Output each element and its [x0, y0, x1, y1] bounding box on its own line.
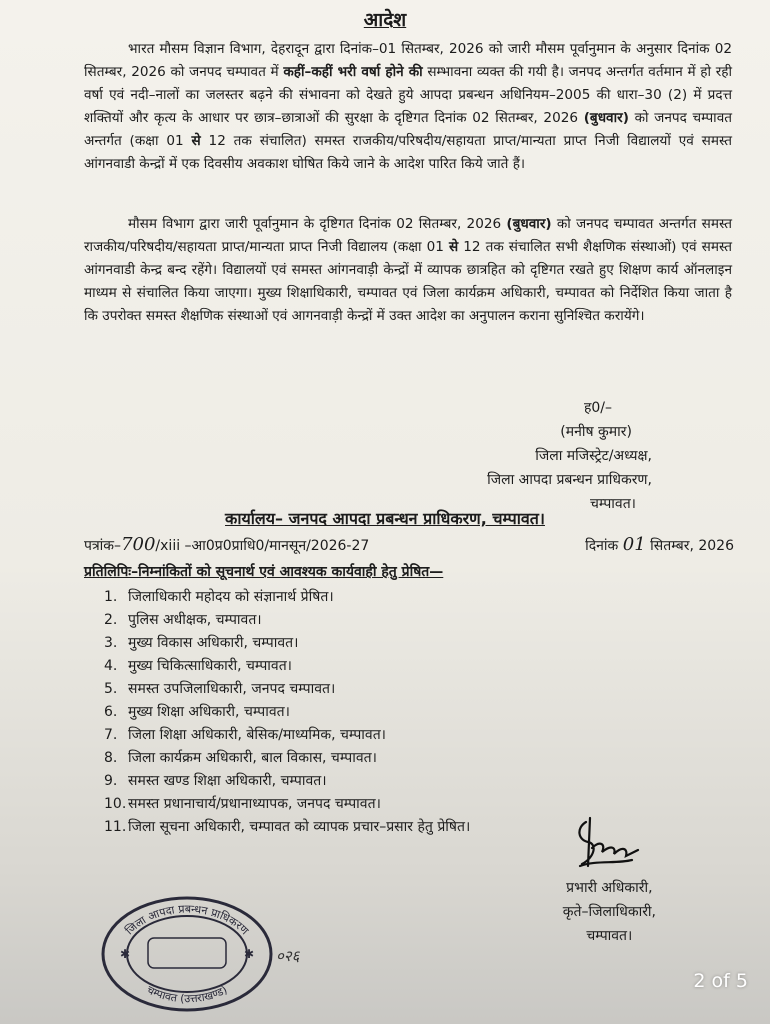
copy-to-item-text: मुख्य शिक्षा अधिकारी, चम्पावत।: [128, 704, 290, 720]
letter-number-label: पत्रांक–: [84, 538, 122, 554]
text-run: (बुधवार): [583, 110, 629, 126]
officer-place: चम्पावत।: [586, 928, 633, 944]
reference-line: [84, 534, 734, 557]
seal-mark: ०२६: [276, 947, 300, 965]
svg-text:✱: ✱: [120, 947, 131, 961]
text-run: सम्भावना व्यक्त की गयी है। जनपद अन्तर्गत वर्तमान में हो रही वर्षा एवं नदी–नालों का जलस्तर बढ़ने की संभावना को देखते हुये आपदा प्रबन्धन अधिनियम–2005 की धारा–30 (2) में प्रदत्त शक्तियों और कृत्य के आधार पर छात्र–छात्राओं की सुरक्षा के दृष्टिगत दिनांक 02 सितम्बर, 2026: [84, 64, 733, 126]
copy-to-item-number: 4.: [104, 658, 118, 674]
page-indicator: 2 of 5: [693, 970, 748, 992]
letter-number: [84, 534, 369, 557]
copy-to-item-number: 11.: [104, 819, 127, 835]
signatory-authority: जिला आपदा प्रबन्धन प्राधिकरण,: [487, 472, 652, 488]
copy-to-item: [104, 793, 470, 816]
order-paragraph-2: [84, 213, 732, 328]
copy-to-item-text: जिला सूचना अधिकारी, चम्पावत को व्यापक प्रचार–प्रसार हेतु प्रेषित।: [128, 819, 471, 835]
copy-to-item-text: जिला कार्यक्रम अधिकारी, बाल विकास, चम्पावत।: [128, 750, 377, 766]
signatory-place: चम्पावत।: [589, 496, 636, 512]
order-title: आदेश: [363, 9, 407, 31]
signatory-designation: जिला मजिस्ट्रेट/अध्यक्ष,: [535, 448, 652, 464]
order-paragraph-1: [84, 38, 732, 176]
copy-to-item-text: पुलिस अधीक्षक, चम्पावत।: [128, 612, 262, 628]
text-run: से: [191, 133, 201, 149]
copy-to-item-number: 3.: [104, 635, 118, 651]
copy-to-item: [104, 655, 470, 678]
copy-to-item: [104, 816, 470, 839]
office-name: जनपद आपदा प्रबन्धन प्राधिकरण, चम्पावत।: [283, 509, 545, 528]
letter-date-label: दिनांक: [585, 538, 623, 554]
copy-to-list: [104, 586, 470, 839]
office-heading: [0, 507, 770, 529]
text-run: (बुधवार): [506, 216, 552, 232]
official-seal: [94, 888, 276, 1012]
copy-to-item-number: 7.: [104, 727, 118, 743]
text-run: 12 तक संचालित) समस्त राजकीय/परिषदीय/सहायता प्राप्त/मान्यता प्राप्त निजी विद्यालयों एवं समस्त आंगनवाडी केन्द्रों में एक दिवसीय अवकाश घोषित किये जाने के आदेश पारित किये जाते हैं।: [84, 133, 732, 172]
copy-to-item-number: 2.: [104, 612, 118, 628]
copy-to-item-text: मुख्य चिकित्साधिकारी, चम्पावत।: [128, 658, 292, 674]
officer-title: प्रभारी अधिकारी,: [566, 880, 653, 896]
copy-to-item-text: समस्त खण्ड शिक्षा अधिकारी, चम्पावत।: [128, 773, 327, 789]
copy-to-item-number: 5.: [104, 681, 118, 697]
copy-to-item: [104, 724, 470, 747]
copy-to-item-number: 6.: [104, 704, 118, 720]
copy-to-item: [104, 747, 470, 770]
copy-to-item-text: मुख्य विकास अधिकारी, चम्पावत।: [128, 635, 299, 651]
copy-to-item: [104, 586, 470, 609]
letter-date-rest: सितम्बर, 2026: [645, 538, 734, 554]
copy-to-heading: प्रतिलिपिः–निम्नांकितों को सूचनार्थ एवं आवश्यक कार्यवाही हेतु प्रेषित—: [84, 564, 444, 580]
copy-to-item: [104, 632, 470, 655]
copy-to-item: [104, 609, 470, 632]
officer-block: [563, 876, 656, 948]
letter-date-day: 01: [622, 534, 646, 555]
text-run: से: [448, 239, 459, 255]
text-run: को जनपद चम्पावत अन्तर्गत (कक्षा 01: [84, 110, 733, 149]
text-run: को जनपद चम्पावत अन्तर्गत समस्त राजकीय/परिषदीय/सहायता प्राप्त/मान्यता प्राप्त निजी विद्यालय (कक्षा 01: [84, 216, 732, 255]
seal-text-bottom: चम्पावत (उत्तराखण्ड): [144, 983, 230, 1006]
letter-number-code: /xiii –आ0प्र0प्राधि0/मानसून/2026-27: [155, 538, 370, 554]
text-run: 12 तक संचालित सभी शैक्षणिक संस्थाओं) एवं समस्त आंगनवाडी केन्द्र बन्द रहेंगे। विद्यालयों एवं समस्त आंगनवाड़ी केन्द्रों में व्यापक छात्रहित को दृष्टिगत रखते हुए शिक्षण कार्य ऑनलाइन माध्यम से संचालित किया जाएगा। मुख्य शिक्षाधिकारी, चम्पावत एवं जिला कार्यक्रम अधिकारी, चम्पावत को निर्देशित किया जाता है कि उपरोक्त समस्त शैक्षणिक संस्थाओं एवं आगनवाड़ी केन्द्रों में उक्त आदेश का अनुपालन कराना सुनिश्चित करायेंगे।: [84, 239, 732, 324]
signatory-name: (मनीष कुमार): [560, 424, 632, 440]
office-prefix: कार्यालय–: [225, 509, 284, 528]
svg-text:✱: ✱: [244, 947, 255, 961]
svg-text:चम्पावत (उत्तराखण्ड): [145, 983, 230, 1005]
copy-to-item-text: जिला शिक्षा अधिकारी, बेसिक/माध्यमिक, चम्पावत।: [128, 727, 386, 743]
signatory-block: [487, 396, 652, 516]
seal-text-top: जिला आपदा प्रबन्धन प्राधिकरण: [123, 902, 252, 938]
text-run: कहीं–कहीं भरी वर्षा होने की: [283, 64, 423, 80]
copy-to-item-number: 8.: [104, 750, 118, 766]
copy-to-item-text: जिलाधिकारी महोदय को संज्ञानार्थ प्रेषित।: [128, 589, 334, 605]
signatory-signed: ह0/–: [583, 400, 612, 416]
copy-to-item-number: 10.: [104, 796, 127, 812]
letter-number-value: 700: [121, 534, 156, 555]
copy-to-item: [104, 678, 470, 701]
copy-to-item-text: समस्त प्रधानाचार्य/प्रधानाध्यापक, जनपद चम्पावत।: [128, 796, 381, 812]
copy-to-item-number: 1.: [104, 589, 118, 605]
letter-date: [585, 534, 734, 557]
copy-to-item-number: 9.: [104, 773, 118, 789]
copy-to-item-text: समस्त उपजिलाधिकारी, जनपद चम्पावत।: [128, 681, 336, 697]
text-run: मौसम विभाग द्वारा जारी पूर्वानुमान के दृष्टिगत दिनांक 02 सितम्बर, 2026: [128, 216, 507, 232]
text-run: भारत मौसम विज्ञान विभाग, देहरादून द्वारा दिनांक–01 सितम्बर, 2026 को जारी मौसम पूर्वानुमान के अनुसार दिनांक 02 सितम्बर, 2026 को जनपद चम्पावत में: [84, 41, 732, 80]
copy-to-item: [104, 770, 470, 793]
officer-on-behalf: कृते–जिलाधिकारी,: [562, 904, 656, 920]
copy-to-item: [104, 701, 470, 724]
handwritten-signature: [572, 814, 646, 872]
